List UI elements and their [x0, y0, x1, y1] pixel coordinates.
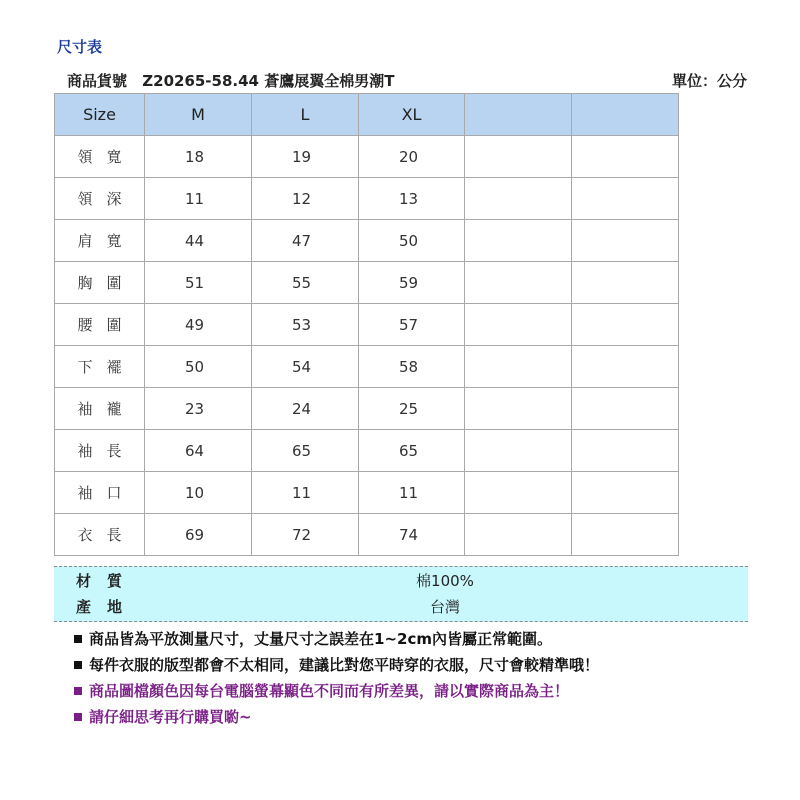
empty-cell: [572, 178, 679, 220]
table-cell: 44: [145, 220, 252, 262]
table-cell: 54: [252, 346, 359, 388]
empty-cell: [465, 262, 572, 304]
origin-row: [54, 594, 748, 620]
empty-cell: [465, 430, 572, 472]
empty-cell: [572, 514, 679, 556]
product-name: 蒼鷹展翼全棉男潮T: [264, 72, 395, 90]
table-cell: 74: [359, 514, 465, 556]
header-cell: XL: [359, 94, 465, 136]
table-row: [55, 304, 679, 346]
empty-cell: [465, 136, 572, 178]
size-table-header: [55, 94, 679, 136]
table-cell: 13: [359, 178, 465, 220]
row-label: 肩寬: [55, 220, 145, 262]
table-cell: 58: [359, 346, 465, 388]
empty-cell: [465, 220, 572, 262]
note-text: 請仔細思考再行購買喲~: [89, 708, 252, 726]
row-label: 袖襱: [55, 388, 145, 430]
header-cell: [465, 94, 572, 136]
table-cell: 51: [145, 262, 252, 304]
table-row: [55, 220, 679, 262]
table-cell: 69: [145, 514, 252, 556]
empty-cell: [465, 178, 572, 220]
table-row: [55, 262, 679, 304]
table-cell: 65: [359, 430, 465, 472]
table-row: [55, 136, 679, 178]
table-row: [55, 430, 679, 472]
empty-cell: [572, 220, 679, 262]
note-text: 商品皆為平放測量尺寸，丈量尺寸之誤差在1~2cm內皆屬正常範圍。: [89, 630, 552, 648]
table-cell: 64: [145, 430, 252, 472]
table-cell: 18: [145, 136, 252, 178]
table-cell: 55: [252, 262, 359, 304]
header-cell: L: [252, 94, 359, 136]
table-cell: 53: [252, 304, 359, 346]
empty-cell: [572, 262, 679, 304]
page-title: 尺寸表: [57, 38, 103, 56]
table-row: [55, 514, 679, 556]
note-item: [74, 626, 599, 652]
note-item: [74, 704, 599, 730]
table-cell: 12: [252, 178, 359, 220]
table-row: [55, 346, 679, 388]
row-label: 袖口: [55, 472, 145, 514]
table-cell: 72: [252, 514, 359, 556]
empty-cell: [465, 304, 572, 346]
size-table: [54, 93, 679, 556]
row-label: 衣長: [55, 514, 145, 556]
product-info-line: [57, 70, 747, 92]
product-code-label: 商品貨號: [67, 72, 128, 90]
material-label: 材質: [76, 572, 139, 590]
product-code: Z20265-58.44: [142, 72, 259, 90]
table-row: [55, 178, 679, 220]
empty-cell: [572, 472, 679, 514]
material-value: 棉100%: [416, 572, 474, 590]
material-row: [54, 568, 748, 594]
header-cell: Size: [55, 94, 145, 136]
empty-cell: [572, 346, 679, 388]
row-label: 領深: [55, 178, 145, 220]
note-item: [74, 652, 599, 678]
origin-label: 產地: [76, 598, 139, 616]
table-cell: 11: [359, 472, 465, 514]
bullet-icon: [74, 713, 82, 721]
table-cell: 10: [145, 472, 252, 514]
table-cell: 49: [145, 304, 252, 346]
empty-cell: [465, 388, 572, 430]
table-cell: 57: [359, 304, 465, 346]
table-cell: 65: [252, 430, 359, 472]
table-cell: 50: [145, 346, 252, 388]
empty-cell: [465, 472, 572, 514]
table-cell: 59: [359, 262, 465, 304]
table-cell: 20: [359, 136, 465, 178]
row-label: 腰圍: [55, 304, 145, 346]
empty-cell: [572, 136, 679, 178]
empty-cell: [465, 514, 572, 556]
table-row: [55, 472, 679, 514]
unit-label: 單位：公分: [671, 72, 747, 90]
empty-cell: [572, 430, 679, 472]
empty-cell: [572, 388, 679, 430]
table-cell: 25: [359, 388, 465, 430]
note-item: [74, 678, 599, 704]
row-label: 下襬: [55, 346, 145, 388]
header-cell: M: [145, 94, 252, 136]
empty-cell: [572, 304, 679, 346]
origin-value: 台灣: [429, 598, 460, 616]
row-label: 領寬: [55, 136, 145, 178]
bullet-icon: [74, 687, 82, 695]
row-label: 袖長: [55, 430, 145, 472]
table-cell: 11: [145, 178, 252, 220]
table-cell: 24: [252, 388, 359, 430]
header-cell: [572, 94, 679, 136]
note-text: 每件衣服的版型都會不太相同，建議比對您平時穿的衣服，尺寸會較精準哦！: [89, 656, 600, 674]
table-cell: 50: [359, 220, 465, 262]
material-info: [54, 566, 748, 622]
table-cell: 47: [252, 220, 359, 262]
empty-cell: [465, 346, 572, 388]
row-label: 胸圍: [55, 262, 145, 304]
table-cell: 19: [252, 136, 359, 178]
table-row: [55, 388, 679, 430]
table-cell: 23: [145, 388, 252, 430]
table-cell: 11: [252, 472, 359, 514]
notes-list: [74, 626, 599, 730]
bullet-icon: [74, 661, 82, 669]
note-text: 商品圖檔顏色因每台電腦螢幕顯色不同而有所差異，請以實際商品為主！: [89, 682, 570, 700]
bullet-icon: [74, 635, 82, 643]
